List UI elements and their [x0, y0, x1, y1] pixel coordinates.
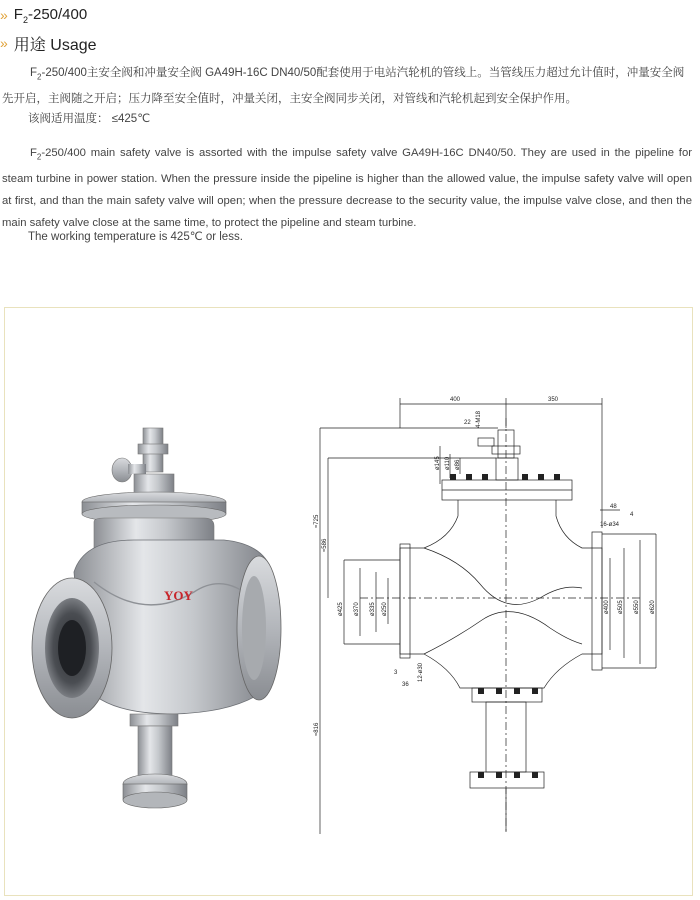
- dim-145: ø145: [435, 456, 441, 470]
- dim-3: 3: [394, 670, 398, 676]
- dim-400: 400: [450, 397, 461, 403]
- dim-550: ø550: [634, 600, 640, 614]
- dim-250: ø250: [382, 602, 388, 616]
- dim-505: ø505: [618, 600, 624, 614]
- brand-label: YOY: [164, 588, 193, 603]
- dim-4-m18: 4-M18: [476, 410, 482, 428]
- dim-4: 4: [630, 512, 634, 518]
- double-chevron-icon: »: [0, 7, 6, 23]
- dim-400-bore: ø400: [604, 600, 610, 614]
- model-title: $F_2-250/400$: [13, 5, 88, 25]
- dim-370: ø370: [354, 602, 360, 616]
- dim-586: ≈586: [322, 538, 328, 552]
- dim-48: 48: [610, 504, 617, 510]
- valve-photo: [24, 422, 294, 822]
- dim-36: 36: [402, 682, 409, 688]
- temperature-en: The working temperature is 425℃ or less.: [28, 231, 243, 243]
- dim-350: 350: [548, 397, 559, 403]
- dim-86: ø86: [455, 459, 461, 470]
- usage-header: [0, 33, 97, 53]
- dim-110: ø110: [445, 456, 451, 470]
- dim-12-30: 12-ø30: [418, 662, 424, 682]
- dim-816: ≈816: [314, 722, 320, 736]
- dim-620: ø620: [650, 600, 656, 614]
- temperature-cn: 该阀适用温度： ≤425℃: [28, 113, 151, 125]
- double-chevron-icon: »: [0, 35, 6, 51]
- valve-technical-drawing: [300, 388, 676, 838]
- model-header: [0, 6, 87, 24]
- dim-16-34: 16-ø34: [600, 522, 620, 528]
- description-cn: $F_2-250/400$主安全阀和冲量安全阀 GA49H-16C DN40/50配套使用于电站汽轮机的管线上。当管线压力超过允计值时，冲量安全阀先开启，主阀随之开启；压力降至安全值时，冲量关闭，主安全阀同步关闭，对管线和汽轮机起到安全保护作用。: [2, 67, 685, 106]
- usage-title: 用途 Usage: [13, 36, 97, 54]
- dim-22: 22: [464, 420, 471, 426]
- dim-335: ø335: [370, 602, 376, 616]
- description-en: $F_2-250/400$ main safety valve is assorted with the impulse safety valve GA49H-16C DN40/50. They are used in the pipeline for steam turbine in power station. When the pressure inside the pipeline is higher than the allowed value, the impulse safety valve will open at first, and than the main safety valve will open; when the pressure decrease to the security value, the impulse valve close, and then the main safety valve close at the same time, to protect the pipeline and steam turbine.: [2, 147, 692, 230]
- dim-725: ≈725: [314, 514, 320, 528]
- dim-425: ø425: [338, 602, 344, 616]
